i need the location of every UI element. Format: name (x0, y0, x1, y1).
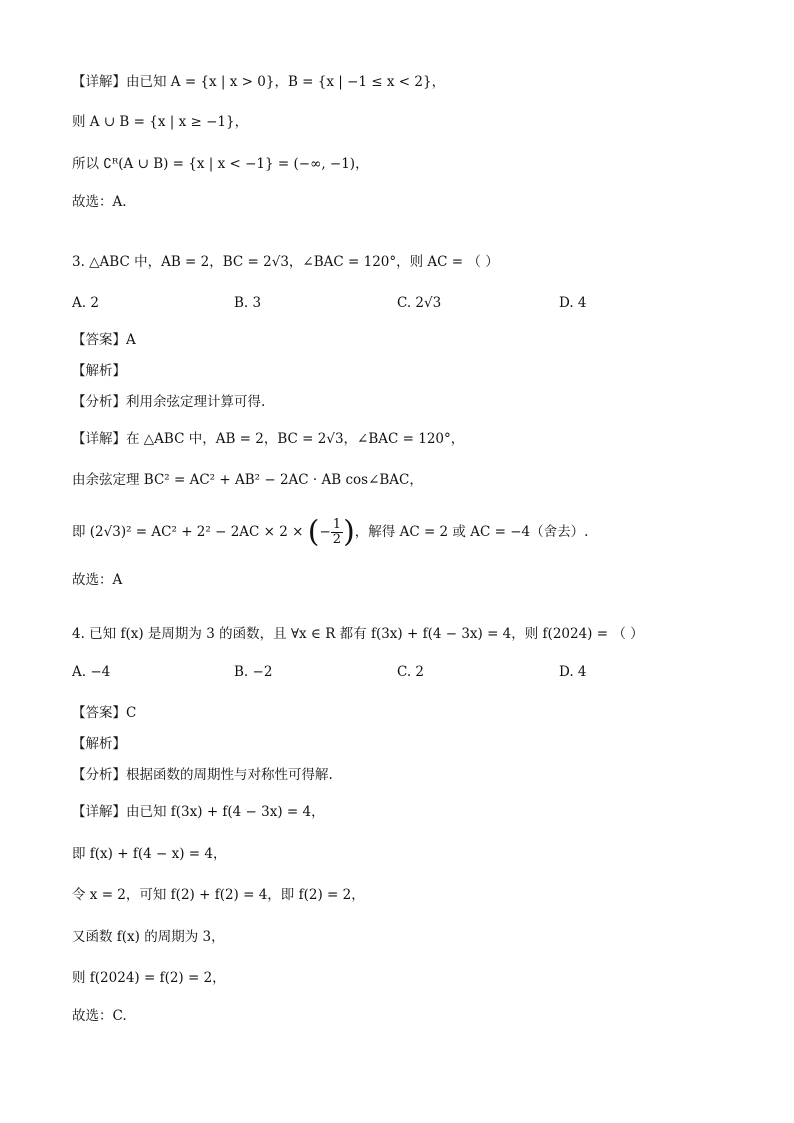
fraction-one-half (331, 518, 343, 547)
q4-detail-line-5: 则 f(2024) = f(2) = 2， (72, 970, 226, 986)
q4-detail-line-2: 即 f(x) + f(4 − x) = 4， (72, 846, 227, 862)
q3-choice-line: 故选：A (72, 572, 123, 588)
left-paren: ( (307, 514, 320, 550)
solution-choice-line: 故选：A. (72, 194, 127, 210)
q3-option-b: B. 3 (234, 295, 262, 311)
minus-sign: − (319, 524, 331, 540)
q3-option-a: A. 2 (72, 295, 99, 311)
question-4-stem: 4. 已知 f(x) 是周期为 3 的函数，且 ∀x ∈ R 都有 f(3x) + f(4 − 3x) = 4，则 f(2024) = （ ） (72, 626, 644, 642)
q4-option-a: A. −4 (72, 664, 111, 680)
solution-complement-line: 所以 ∁ᴿ(A ∪ B) = {x | x < −1} = (−∞, −1)， (72, 156, 369, 172)
solution-detail-line: 【详解】由已知 A = {x | x > 0}，B = {x | −1 ≤ x < 2}， (72, 74, 446, 90)
q4-detail-line-3: 令 x = 2，可知 f(2) + f(2) = 4，即 f(2) = 2， (72, 887, 365, 903)
fraction-denominator: 2 (332, 532, 342, 547)
q3-calculation-line (72, 514, 588, 551)
q4-detail-line-1: 【详解】由已知 f(3x) + f(4 − 3x) = 4， (72, 804, 325, 820)
solution-union-line: 则 A ∪ B = {x | x ≥ −1}， (72, 114, 249, 130)
q3-detail-line: 【详解】在 △ABC 中，AB = 2，BC = 2√3，∠BAC = 120°， (72, 431, 465, 447)
q3-analysis-text: 【分析】利用余弦定理计算可得. (72, 394, 266, 410)
fraction-numerator: 1 (332, 517, 342, 532)
q3-option-c: C. 2√3 (397, 295, 442, 311)
q3-option-d: D. 4 (559, 295, 587, 311)
q3-answer: 【答案】A (72, 332, 136, 348)
q3-calc-suffix: ，解得 AC = 2 或 AC = −4（舍去）. (354, 524, 589, 540)
q4-answer: 【答案】C (72, 705, 137, 721)
right-paren: ) (343, 514, 355, 550)
q4-choice-line: 故选：C. (72, 1008, 127, 1024)
q3-calc-prefix: 即 (2√3)² = AC² + 2² − 2AC × 2 × (72, 524, 308, 540)
q3-cosine-line: 由余弦定理 BC² = AC² + AB² − 2AC · AB cos∠BAC， (72, 472, 423, 488)
q4-option-d: D. 4 (559, 664, 587, 680)
q3-analysis-heading: 【解析】 (72, 363, 126, 379)
question-3-stem: 3. △ABC 中，AB = 2，BC = 2√3，∠BAC = 120°，则 AC = （ ） (72, 254, 499, 270)
q4-option-c: C. 2 (397, 664, 425, 680)
q4-option-b: B. −2 (234, 664, 273, 680)
q4-analysis-text: 【分析】根据函数的周期性与对称性可得解. (72, 767, 333, 783)
q4-detail-line-4: 又函数 f(x) 的周期为 3， (72, 929, 225, 945)
q4-analysis-heading: 【解析】 (72, 736, 126, 752)
